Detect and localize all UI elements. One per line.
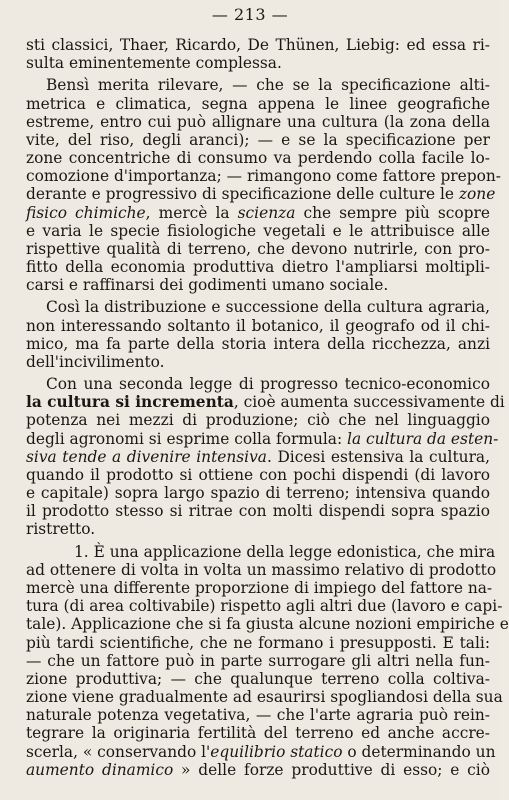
text-line: tegrare la originaria fertilità del terreno ed anche accre- — [26, 724, 490, 743]
text-run: o determinando un — [342, 742, 496, 761]
text-line: rispettive qualità di terreno, che devono nutrirle, con pro- — [26, 239, 490, 258]
text-line: naturale potenza vegetativa, — che l'arte agraria può rein- — [26, 706, 490, 725]
text-line — [26, 742, 496, 761]
text-line: mico, ma fa parte della storia intera della ricchezza, anzi — [26, 334, 490, 353]
text-line: quando il prodotto si ottiene con pochi dispendi (di lavoro — [26, 465, 490, 484]
text-line: Con una seconda legge di progresso tecnico-economico — [46, 375, 490, 394]
italic-run: aumento dinamico — [26, 760, 174, 779]
text-line: ad ottenere di volta in volta un massimo relativo di prodotto — [26, 560, 497, 579]
text-line: Così la distribuzione e successione della cultura agraria, — [46, 298, 490, 317]
text-line — [26, 204, 490, 222]
italic-run: zone — [458, 185, 496, 204]
page-number: — 213 — — [211, 5, 289, 24]
text-line: sti classici, Thaer, Ricardo, De Thünen, Liebig: ed essa ri- — [26, 36, 490, 54]
text-line: 1. È una applicazione della legge edonistica, che mira — [74, 542, 496, 561]
italic-run: equilibrio statico — [210, 742, 343, 761]
text-line: zione produttiva; — che qualunque terreno colla coltiva- — [26, 669, 490, 688]
body-text — [26, 36, 509, 779]
italic-run: la cultura da esten- — [347, 429, 499, 448]
text-line: mercè una differente proporzione di impiego del fattore na- — [26, 578, 493, 597]
text-line: Bensì merita rilevare, — che se la specificazione alti- — [46, 76, 490, 95]
text-line: il prodotto stesso si ritrae con molti dispendi sopra spazio — [26, 502, 490, 521]
text-line — [26, 761, 490, 779]
text-run: , cioè aumenta successivamente di — [233, 393, 505, 412]
text-run: . Dicesi estensiva la cultura, — [266, 447, 490, 466]
text-line: e capitale) sopra largo spazio di terreno; intensiva quando — [26, 484, 490, 503]
text-run: degli agronomi si esprime colla formula: — [26, 429, 348, 448]
text-line: e varia le specie fisiologiche vegetali e le attribuisce alle — [26, 221, 490, 240]
text-line: — che un fattore può in parte surrogare gli altri nella fun- — [26, 651, 490, 670]
text-line: non interessando soltanto il botanico, il geografo od il chi- — [26, 316, 490, 335]
text-line: più tardi scientifiche, che ne formano i presupposti. E tali: — [26, 633, 490, 652]
italic-run: fisico chimiche — [26, 203, 146, 222]
text-line: estreme, entro cui può allignare una cultura (la zona della — [26, 112, 490, 131]
text-line: tale). Applicazione che si fa giusta alcune nozioni empiriche e — [26, 615, 509, 634]
text-run: scerla, « conservando l' — [26, 742, 211, 761]
text-run: che sempre più scopre — [295, 203, 490, 222]
text-line: sulta eminentemente complessa. — [26, 54, 282, 73]
text-line: metrica e climatica, segna appena le linee geografiche — [26, 94, 490, 113]
italic-run: siva tende a divenire intensiva — [26, 447, 267, 466]
text-line: ristretto. — [26, 520, 96, 539]
text-line: fitto della economia produttiva dietro l'ampliarsi moltipli- — [26, 258, 490, 277]
text-line — [26, 393, 505, 412]
text-line: dell'incivilimento. — [26, 352, 165, 371]
text-line — [26, 185, 496, 204]
text-line — [26, 448, 490, 466]
italic-run: scienza — [237, 203, 296, 222]
text-line: potenza nei mezzi di produzione; ciò che nel linguaggio — [26, 411, 490, 430]
text-line: comozione d'importanza; — rimangono come fattore prepon- — [26, 167, 501, 186]
bold-run: la cultura si incrementa — [26, 393, 234, 412]
text-line: zone concentriche di consumo va perdendo colla facile lo- — [26, 149, 490, 168]
text-run: » delle forze produttive di esso; e ciò — [173, 760, 490, 779]
text-line: zione viene gradualmente ad esaurirsi spogliandosi della sua — [26, 688, 503, 707]
text-line: vite, del riso, degli aranci); — e se la specificazione per — [26, 130, 490, 149]
text-run: , mercè la — [145, 203, 238, 222]
text-line: tura (di area coltivabile) rispetto agli altri due (lavoro e capi- — [26, 597, 503, 616]
text-line: carsi e raffinarsi dei godimenti umano sociale. — [26, 276, 389, 295]
text-run: derante e progressivo di specificazione delle culture le — [26, 185, 459, 204]
text-line — [26, 429, 499, 448]
